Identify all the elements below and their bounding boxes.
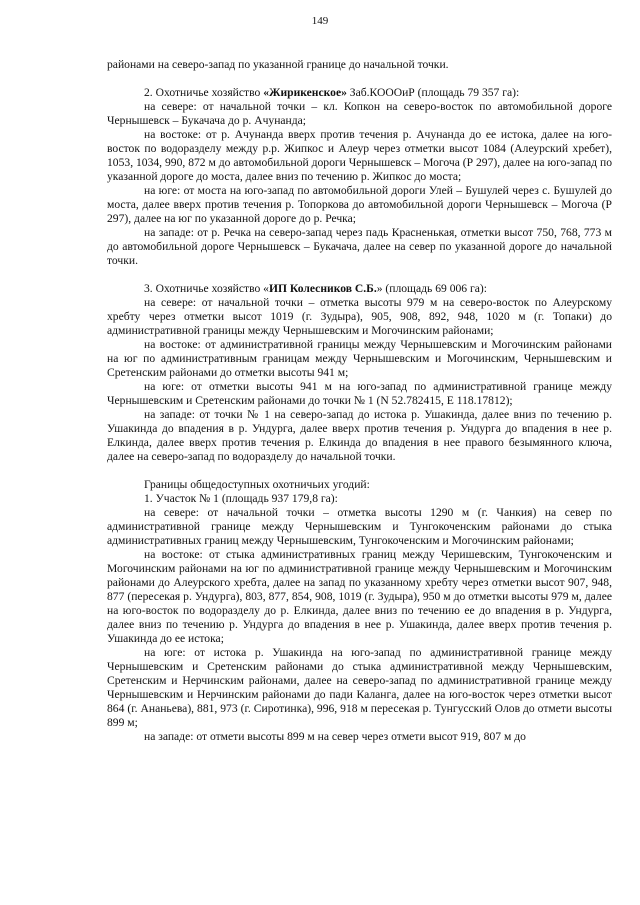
paragraph: на юге: от отметки высоты 941 м на юго-запад по административной границе между Чернышевским и Сретенским районами до точки № 1 (N 52.782415, E 118.17812); bbox=[107, 380, 612, 407]
paragraph: на западе: от точки № 1 на северо-запад до истока р. Ушакинда, далее вниз по течению р. Ушакинда до впадения в р. Ундурга, далее вверх против течения р. Ундурга до впадения в нее р. Елкинда, далее вверх против течения р. Елкинда до впадения в нее правого безымянного ключа, далее на северо-запад по водоразделу до начальной точки. bbox=[107, 408, 612, 463]
paragraph: на севере: от начальной точки – кл. Копкон на северо-восток по автомобильной дороге Чернышевск – Букачача до р. Ачунанда; bbox=[107, 100, 612, 127]
document-body bbox=[107, 58, 612, 744]
page-number: 149 bbox=[311, 15, 329, 27]
paragraph: 1. Участок № 1 (площадь 937 179,8 га): bbox=[144, 492, 338, 505]
paragraph: на востоке: от стыка административных границ между Черишевским, Тунгокоченским и Могочинским районами на юг по административной границе между Чернышевским и Могочинским районами до Алеурского хребта, далее на запад по указанному хребту через отметки высот 907, 948, 877 (пересекая р. Ундурга), 803, 877, 854, 908, 1019 (г. Зудыра), 950 м до отметки высоты 979 м, далее на юго-восток по водоразделу до р. Елкинда, далее вниз по течению ее до впадения в р. Ундурга, далее вниз по течению р. Ундурга до впадения в нее р. Ушакинда, далее вверх против течения р. Ушакинда до ее истока; bbox=[107, 548, 612, 645]
paragraph: на западе: от отмети высоты 899 м на север через отмети высот 919, 807 м до bbox=[144, 730, 526, 743]
paragraph-text: 3. Охотничье хозяйство « bbox=[144, 282, 269, 295]
paragraph: на севере: от начальной точки – отметка высоты 1290 м (г. Чанкия) на север по административной границе между Чернышевским и Тунгокоченским районами до стыка административных границ между Чернышевским, Тунгокоченским и Могочинским районами; bbox=[107, 506, 612, 547]
paragraph-text: » (площадь 69 006 га): bbox=[376, 282, 487, 295]
paragraph: на востоке: от административной границы между Чернышевским и Могочинским районами на юг по административным границам между Чернышевским и Могочинским, Чернышевским и Сретенским районами до отметки высоты 941 м; bbox=[107, 338, 612, 379]
paragraph: на севере: от начальной точки – отметка высоты 979 м на северо-восток по Алеурскому хребту через отметки высот 1019 (г. Зудыра), 905, 908, 892, 948, 1020 м (г. Топаки) до административной границы между Чернышевским и Могочинским районами; bbox=[107, 296, 612, 337]
paragraph: на юге: от моста на юго-запад по автомобильной дороги Улей – Бушулей через с. Бушулей до моста, далее вверх против течения р. Топоркова до автомобильной дороги Чернышевск – Могоча (Р 297), далее на юг по указанной дороге до р. Речка; bbox=[107, 184, 612, 225]
paragraph: районами на северо-запад по указанной границе до начальной точки. bbox=[107, 58, 449, 71]
paragraph-text: Заб.КОООиР (площадь 79 357 га): bbox=[346, 86, 520, 99]
hunting-ground-name: «Жирикенское» bbox=[263, 86, 347, 99]
paragraph: Границы общедоступных охотничьих угодий: bbox=[144, 478, 370, 491]
hunting-ground-name: ИП Колесников С.Б. bbox=[268, 282, 377, 295]
paragraph-text: 2. Охотничье хозяйство bbox=[144, 86, 264, 99]
paragraph bbox=[107, 86, 612, 100]
paragraph: на западе: от р. Речка на северо-запад через падь Красненькая, отметки высот 750, 768, 773 м до автомобильной дороге Чернышевск – Букачача, далее на север по указанной дороге до начальной точки. bbox=[107, 226, 612, 267]
paragraph: на юге: от истока р. Ушакинда на юго-запад по административной границе между Чернышевским и Сретенским районами до стыка административной между Чернышевским, Сретенским и Нерчинским районами, далее на северо-запад по административной границе между Чернышевским и Нерчинским районами до пади Каланга, далее на юго-восток через отметки высот 864 (г. Ананьева), 881, 973 (г. Сиротинка), 996, 918 м пересекая р. Тунгусский Олов до отмети высоты 899 м; bbox=[107, 646, 612, 729]
paragraph: на востоке: от р. Ачунанда вверх против течения р. Ачунанда до ее истока, далее на юго-восток по водоразделу между р.р. Жипкос и Алеур через отметки высот 1084 (Алеурский хребет), 1053, 1034, 990, 872 м до автомобильной дороги Чернышевск – Могоча (Р 297), далее на юго-запад по указанной дороге до моста, далее вниз по течению р. Жипкос до моста; bbox=[107, 128, 612, 183]
paragraph bbox=[107, 282, 612, 296]
